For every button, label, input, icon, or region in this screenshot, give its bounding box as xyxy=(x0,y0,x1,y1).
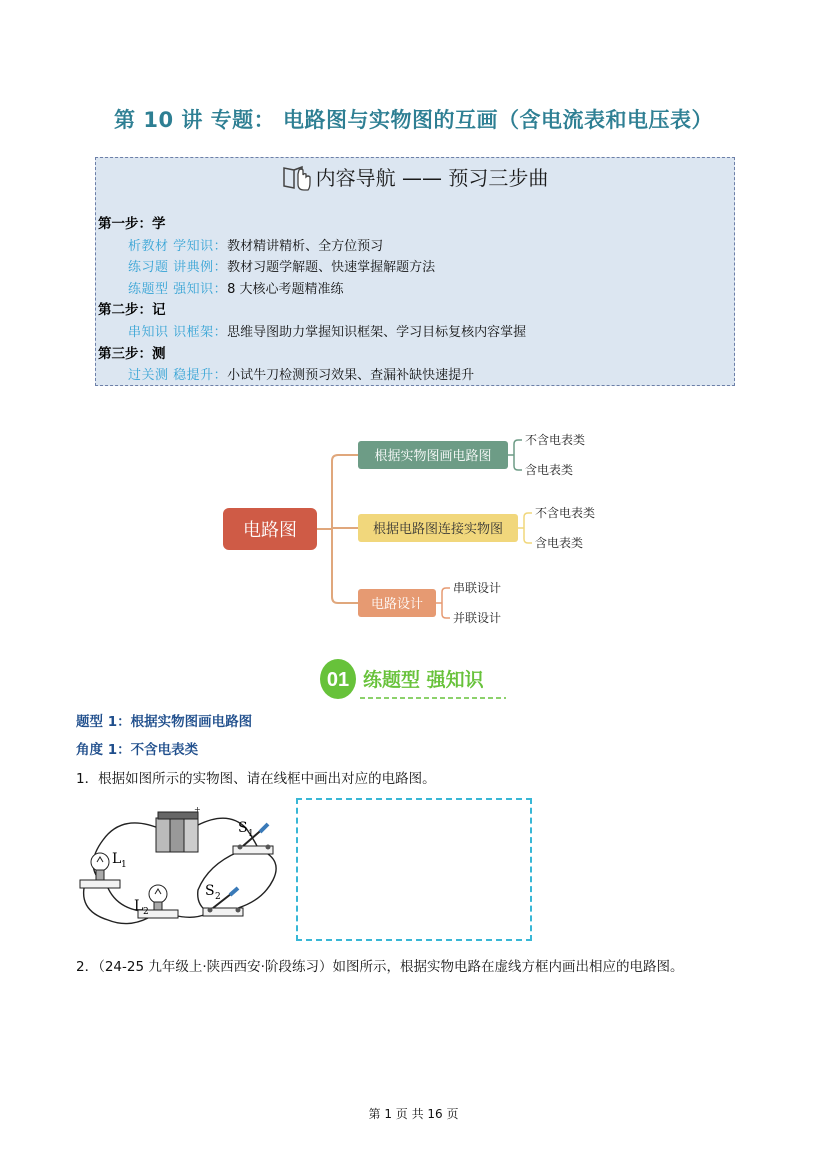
question-type-heading: 题型 1：根据实物图画电路图 xyxy=(76,714,253,730)
l1-label: L xyxy=(112,851,122,867)
nav-steps xyxy=(98,214,526,387)
question-1: 1．根据如图所示的实物图、请在线框中画出对应的电路图。 xyxy=(76,771,436,787)
svg-text:2: 2 xyxy=(215,892,221,902)
l2-label: L xyxy=(134,898,144,914)
circuit-physical-diagram xyxy=(78,800,288,935)
mindmap-connector xyxy=(332,455,358,461)
nav-step-item xyxy=(98,279,526,301)
answer-drawing-box xyxy=(296,798,532,941)
nav-step-item xyxy=(98,257,526,279)
s2-label: S xyxy=(205,883,215,899)
mindmap-leaf-connector xyxy=(518,513,532,543)
mind-map xyxy=(215,425,615,635)
nav-step-item xyxy=(98,322,526,344)
nav-step-label: 第二步：记 xyxy=(98,302,166,319)
mindmap-leaf-label: 含电表类 xyxy=(535,536,584,550)
svg-text:2: 2 xyxy=(143,907,149,917)
mindmap-leaf-connector xyxy=(436,588,450,618)
nav-heading xyxy=(96,162,734,197)
nav-step-item xyxy=(98,236,526,258)
nav-heading-text: 内容导航 —— 预习三步曲 xyxy=(315,166,549,190)
battery-icon xyxy=(156,805,201,852)
section-header xyxy=(318,655,508,703)
mindmap-root-label: 电路图 xyxy=(243,520,297,541)
nav-item-highlight: 析教材 学知识： xyxy=(128,238,228,254)
svg-text:1: 1 xyxy=(121,860,127,870)
nav-item-highlight: 练习题 讲典例： xyxy=(128,260,228,276)
nav-step-item xyxy=(98,365,526,387)
nav-step-label: 第三步：测 xyxy=(98,345,166,362)
mindmap-branch-label: 电路设计 xyxy=(370,597,424,612)
section-number: 01 xyxy=(326,669,350,691)
mindmap-branch-label: 根据实物图画电路图 xyxy=(374,449,492,464)
book-hand-icon xyxy=(282,162,312,197)
nav-item-text: 教材精讲精析、全方位预习 xyxy=(227,238,384,254)
nav-step-label: 第一步：学 xyxy=(98,216,166,232)
nav-item-text: 教材习题学解题、快速掌握解题方法 xyxy=(227,260,436,276)
nav-item-text: 8 大核心考题精准练 xyxy=(227,281,344,297)
page-title: 第 10 讲 专题： 电路图与实物图的互画（含电流表和电压表） xyxy=(114,108,713,132)
nav-item-highlight: 练题型 强知识： xyxy=(128,281,228,297)
section-label: 练题型 强知识 xyxy=(363,669,484,691)
mindmap-connector xyxy=(332,461,358,603)
nav-item-highlight: 过关测 稳提升： xyxy=(128,368,228,384)
content-navigation-box xyxy=(95,157,735,386)
mindmap-leaf-label: 并联设计 xyxy=(453,611,502,625)
mindmap-leaf-label: 不含电表类 xyxy=(535,506,596,520)
nav-item-highlight: 串知识 识框架： xyxy=(128,324,228,340)
mindmap-leaf-label: 含电表类 xyxy=(525,463,574,477)
page-footer: 第 1 页 共 16 页 xyxy=(368,1107,459,1121)
nav-item-text: 思维导图助力掌握知识框架、学习目标复核内容掌握 xyxy=(227,324,527,340)
svg-text:1: 1 xyxy=(248,829,254,839)
svg-text:+: + xyxy=(194,805,201,814)
mindmap-leaf-label: 串联设计 xyxy=(453,581,502,595)
question-2: 2．（24-25 九年级上·陕西西安·阶段练习）如图所示，根据实物电路在虚线方框内画出相应的电路图。 xyxy=(76,959,684,975)
mindmap-leaf-label: 不含电表类 xyxy=(525,433,586,447)
s1-label: S xyxy=(238,820,248,836)
mindmap-leaf-connector xyxy=(508,440,522,470)
angle-heading: 角度 1：不含电表类 xyxy=(76,742,199,758)
nav-item-text: 小试牛刀检测预习效果、查漏补缺快速提升 xyxy=(227,368,475,384)
mindmap-branch-label: 根据电路图连接实物图 xyxy=(372,522,504,537)
